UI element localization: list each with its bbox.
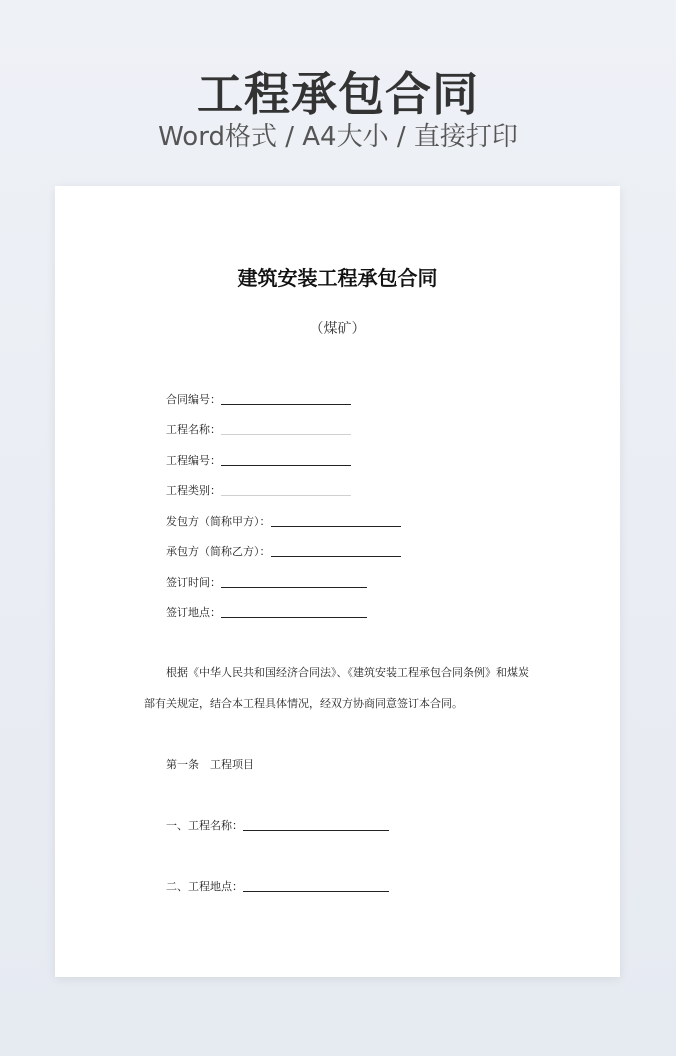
field-project-number (166, 451, 351, 471)
field-party-a (166, 512, 401, 532)
blank-line (271, 526, 401, 527)
blank-line (221, 495, 351, 496)
field-signing-place (166, 603, 367, 623)
banner (0, 0, 676, 186)
intro-paragraph-line1: 根据《中华人民共和国经济合同法》、《建筑安装工程承包合同条例》和煤炭 (166, 666, 529, 679)
blank-line (221, 617, 367, 618)
banner-title: 工程承包合同 (197, 67, 479, 121)
blank-line (243, 830, 389, 831)
field-label: 合同编号： (166, 393, 221, 406)
field-party-b (166, 542, 401, 562)
document-page (55, 186, 620, 977)
blank-line (221, 404, 351, 405)
field-label: 工程编号： (166, 454, 221, 467)
intro-paragraph-line2: 部有关规定，结合本工程具体情况，经双方协商同意签订本合同。 (144, 697, 463, 710)
document-title: 建筑安装工程承包合同 (237, 266, 438, 290)
article-1-heading: 第一条 工程项目 (166, 758, 254, 771)
field-label: 二、工程地点： (166, 880, 243, 893)
banner-subtitle: Word格式 / A4大小 / 直接打印 (158, 122, 518, 152)
blank-line (221, 587, 367, 588)
document-subtitle: （煤矿） (309, 321, 366, 337)
article-1-item-project-location (166, 877, 389, 897)
field-project-category (166, 481, 351, 501)
field-label: 发包方（简称甲方）： (166, 515, 271, 528)
field-label: 签订地点： (166, 606, 221, 619)
field-signing-time (166, 573, 367, 593)
article-1-item-project-name (166, 816, 389, 836)
field-project-name (166, 420, 351, 440)
field-label: 签订时间： (166, 576, 221, 589)
blank-line (243, 891, 389, 892)
field-label: 工程类别： (166, 484, 221, 497)
field-label: 一、工程名称： (166, 819, 243, 832)
field-label: 工程名称： (166, 423, 221, 436)
blank-line (271, 556, 401, 557)
blank-line (221, 465, 351, 466)
field-label: 承包方（简称乙方）： (166, 545, 271, 558)
field-contract-number (166, 390, 351, 410)
blank-line (221, 434, 351, 435)
